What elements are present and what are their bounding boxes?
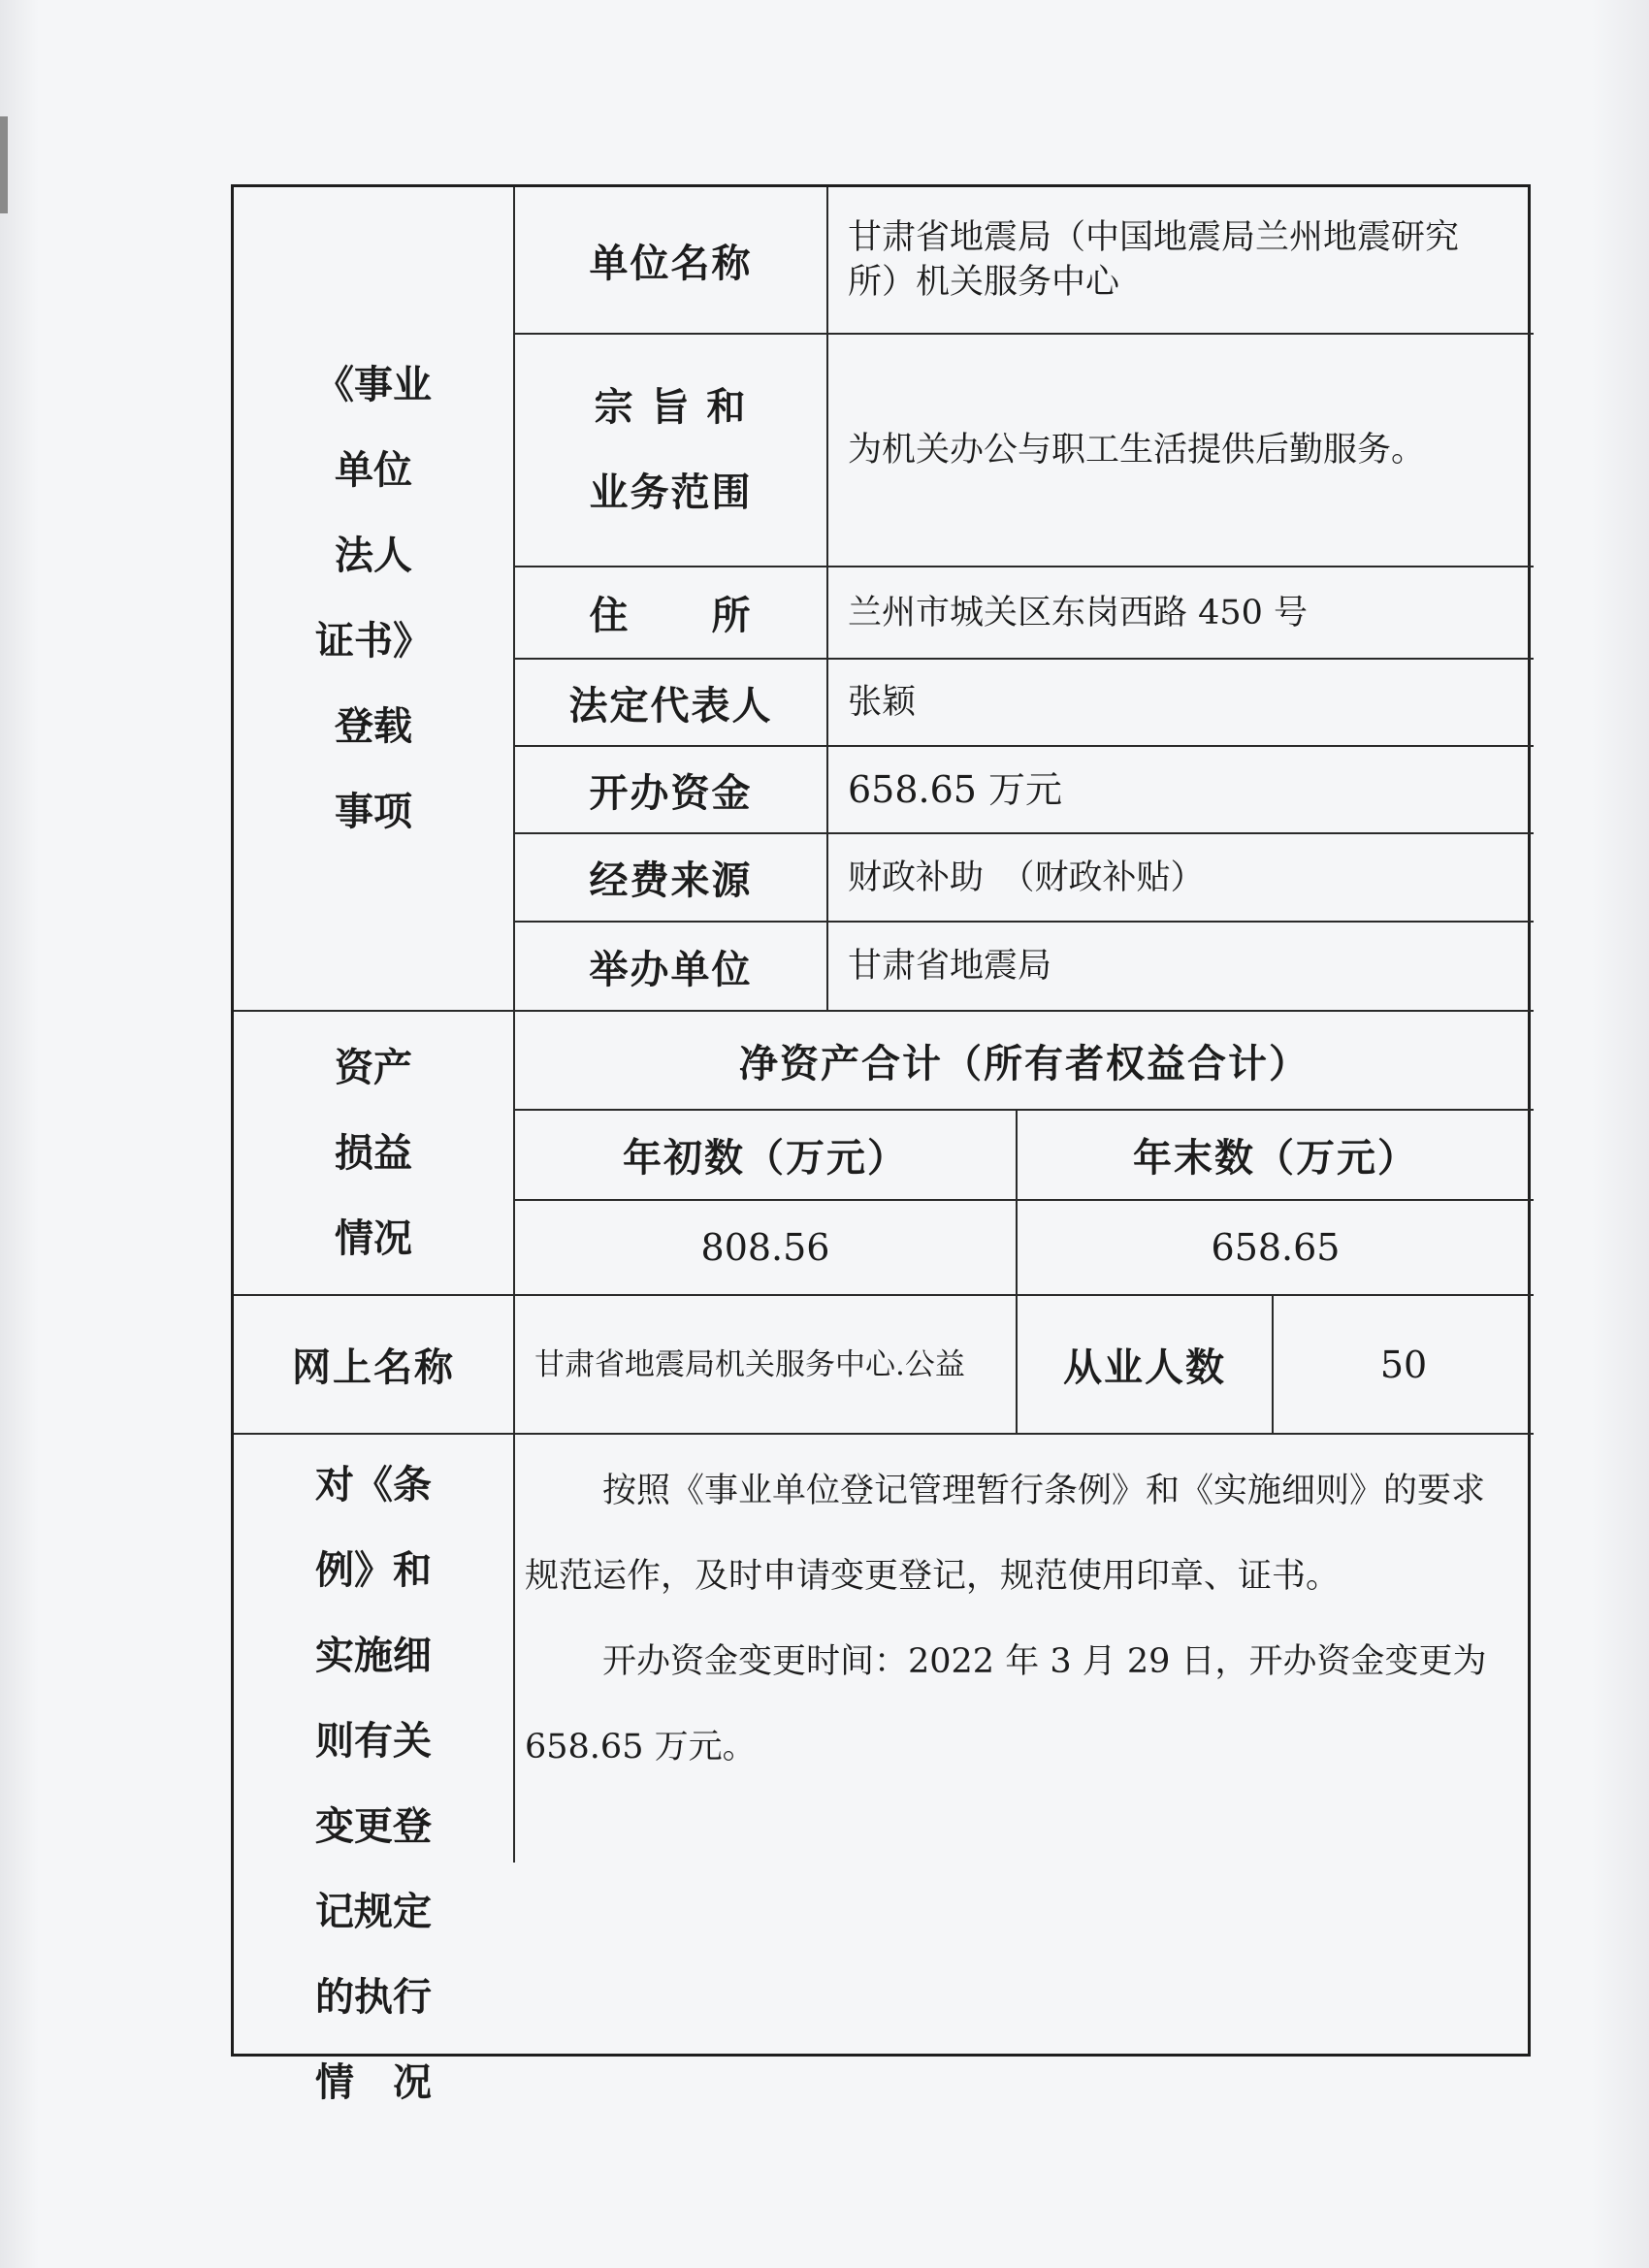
- compliance-paragraph: 开办资金变更时间：2022 年 3 月 29 日，开办资金变更为 658.65 万元。: [525, 1642, 1487, 1766]
- capital-label: 开办资金: [589, 770, 753, 816]
- title-line: 资产: [335, 1045, 412, 1090]
- staff-count-value: 50: [1379, 1343, 1428, 1386]
- title-line: 的执行: [315, 1975, 432, 2020]
- begin-year-value: 808.56: [700, 1226, 830, 1269]
- begin-year-label: 年初数（万元）: [623, 1136, 908, 1181]
- title-line: 情况: [335, 1215, 412, 1261]
- title-line: 单位: [335, 448, 412, 493]
- legal-rep-label: 法定代表人: [568, 683, 773, 729]
- end-year-label: 年末数（万元）: [1133, 1136, 1418, 1181]
- online-name-label: 网上名称: [292, 1345, 455, 1390]
- title-line: 《事业: [315, 363, 432, 407]
- address-value: 兰州市城关区东岗西路 450 号: [848, 593, 1309, 632]
- title-line: 损益: [335, 1130, 412, 1176]
- registered-items-title: [234, 187, 513, 1010]
- title-line: 法人: [335, 534, 412, 578]
- compliance-paragraph: 按照《事业单位登记管理暂行条例》和《实施细则》的要求规范运作，及时申请变更登记，规范使用印章、证书。: [525, 1472, 1486, 1596]
- online-name-value: 甘肃省地震局机关服务中心.公益: [534, 1346, 965, 1382]
- purpose-label-line: 宗 旨 和: [594, 385, 748, 430]
- title-line: 对《条: [315, 1463, 432, 1507]
- report-table: [231, 184, 1531, 2105]
- title-line: 情 况: [315, 2060, 432, 2105]
- title-line: 例》和: [315, 1548, 432, 1593]
- purpose-label: [515, 335, 826, 566]
- capital-value: 658.65 万元: [848, 768, 1063, 811]
- title-line: 则有关: [315, 1719, 432, 1764]
- funding-source-value: 财政补助 （财政补贴）: [848, 858, 1205, 897]
- title-line: 实施细: [315, 1634, 432, 1678]
- end-year-value: 658.65: [1211, 1226, 1341, 1269]
- title-line: 证书》: [315, 619, 432, 664]
- scan-edge: [0, 116, 8, 213]
- sponsor-value: 甘肃省地震局: [848, 947, 1052, 986]
- net-assets-header: 净资产合计（所有者权益合计）: [739, 1041, 1310, 1086]
- unit-name-value: 甘肃省地震局（中国地震局兰州地震研究所）机关服务中心: [848, 218, 1460, 302]
- purpose-label-line: 业务范围: [589, 470, 753, 515]
- sponsor-label: 举办单位: [589, 947, 753, 992]
- address-label: 住 所: [589, 594, 753, 638]
- compliance-content: [525, 1448, 1504, 1790]
- legal-rep-value: 张颖: [848, 683, 917, 722]
- funding-source-label: 经费来源: [589, 859, 753, 903]
- purpose-value: 为机关办公与职工生活提供后勤服务。: [848, 431, 1426, 470]
- title-line: 事项: [335, 790, 412, 834]
- staff-count-label: 从业人数: [1063, 1345, 1226, 1390]
- title-line: 登载: [335, 704, 412, 749]
- title-line: 记规定: [315, 1890, 432, 1934]
- assets-title: [234, 1012, 513, 1294]
- unit-name-label: 单位名称: [589, 241, 753, 286]
- title-line: 变更登: [315, 1804, 432, 1849]
- compliance-title: [234, 1435, 513, 2105]
